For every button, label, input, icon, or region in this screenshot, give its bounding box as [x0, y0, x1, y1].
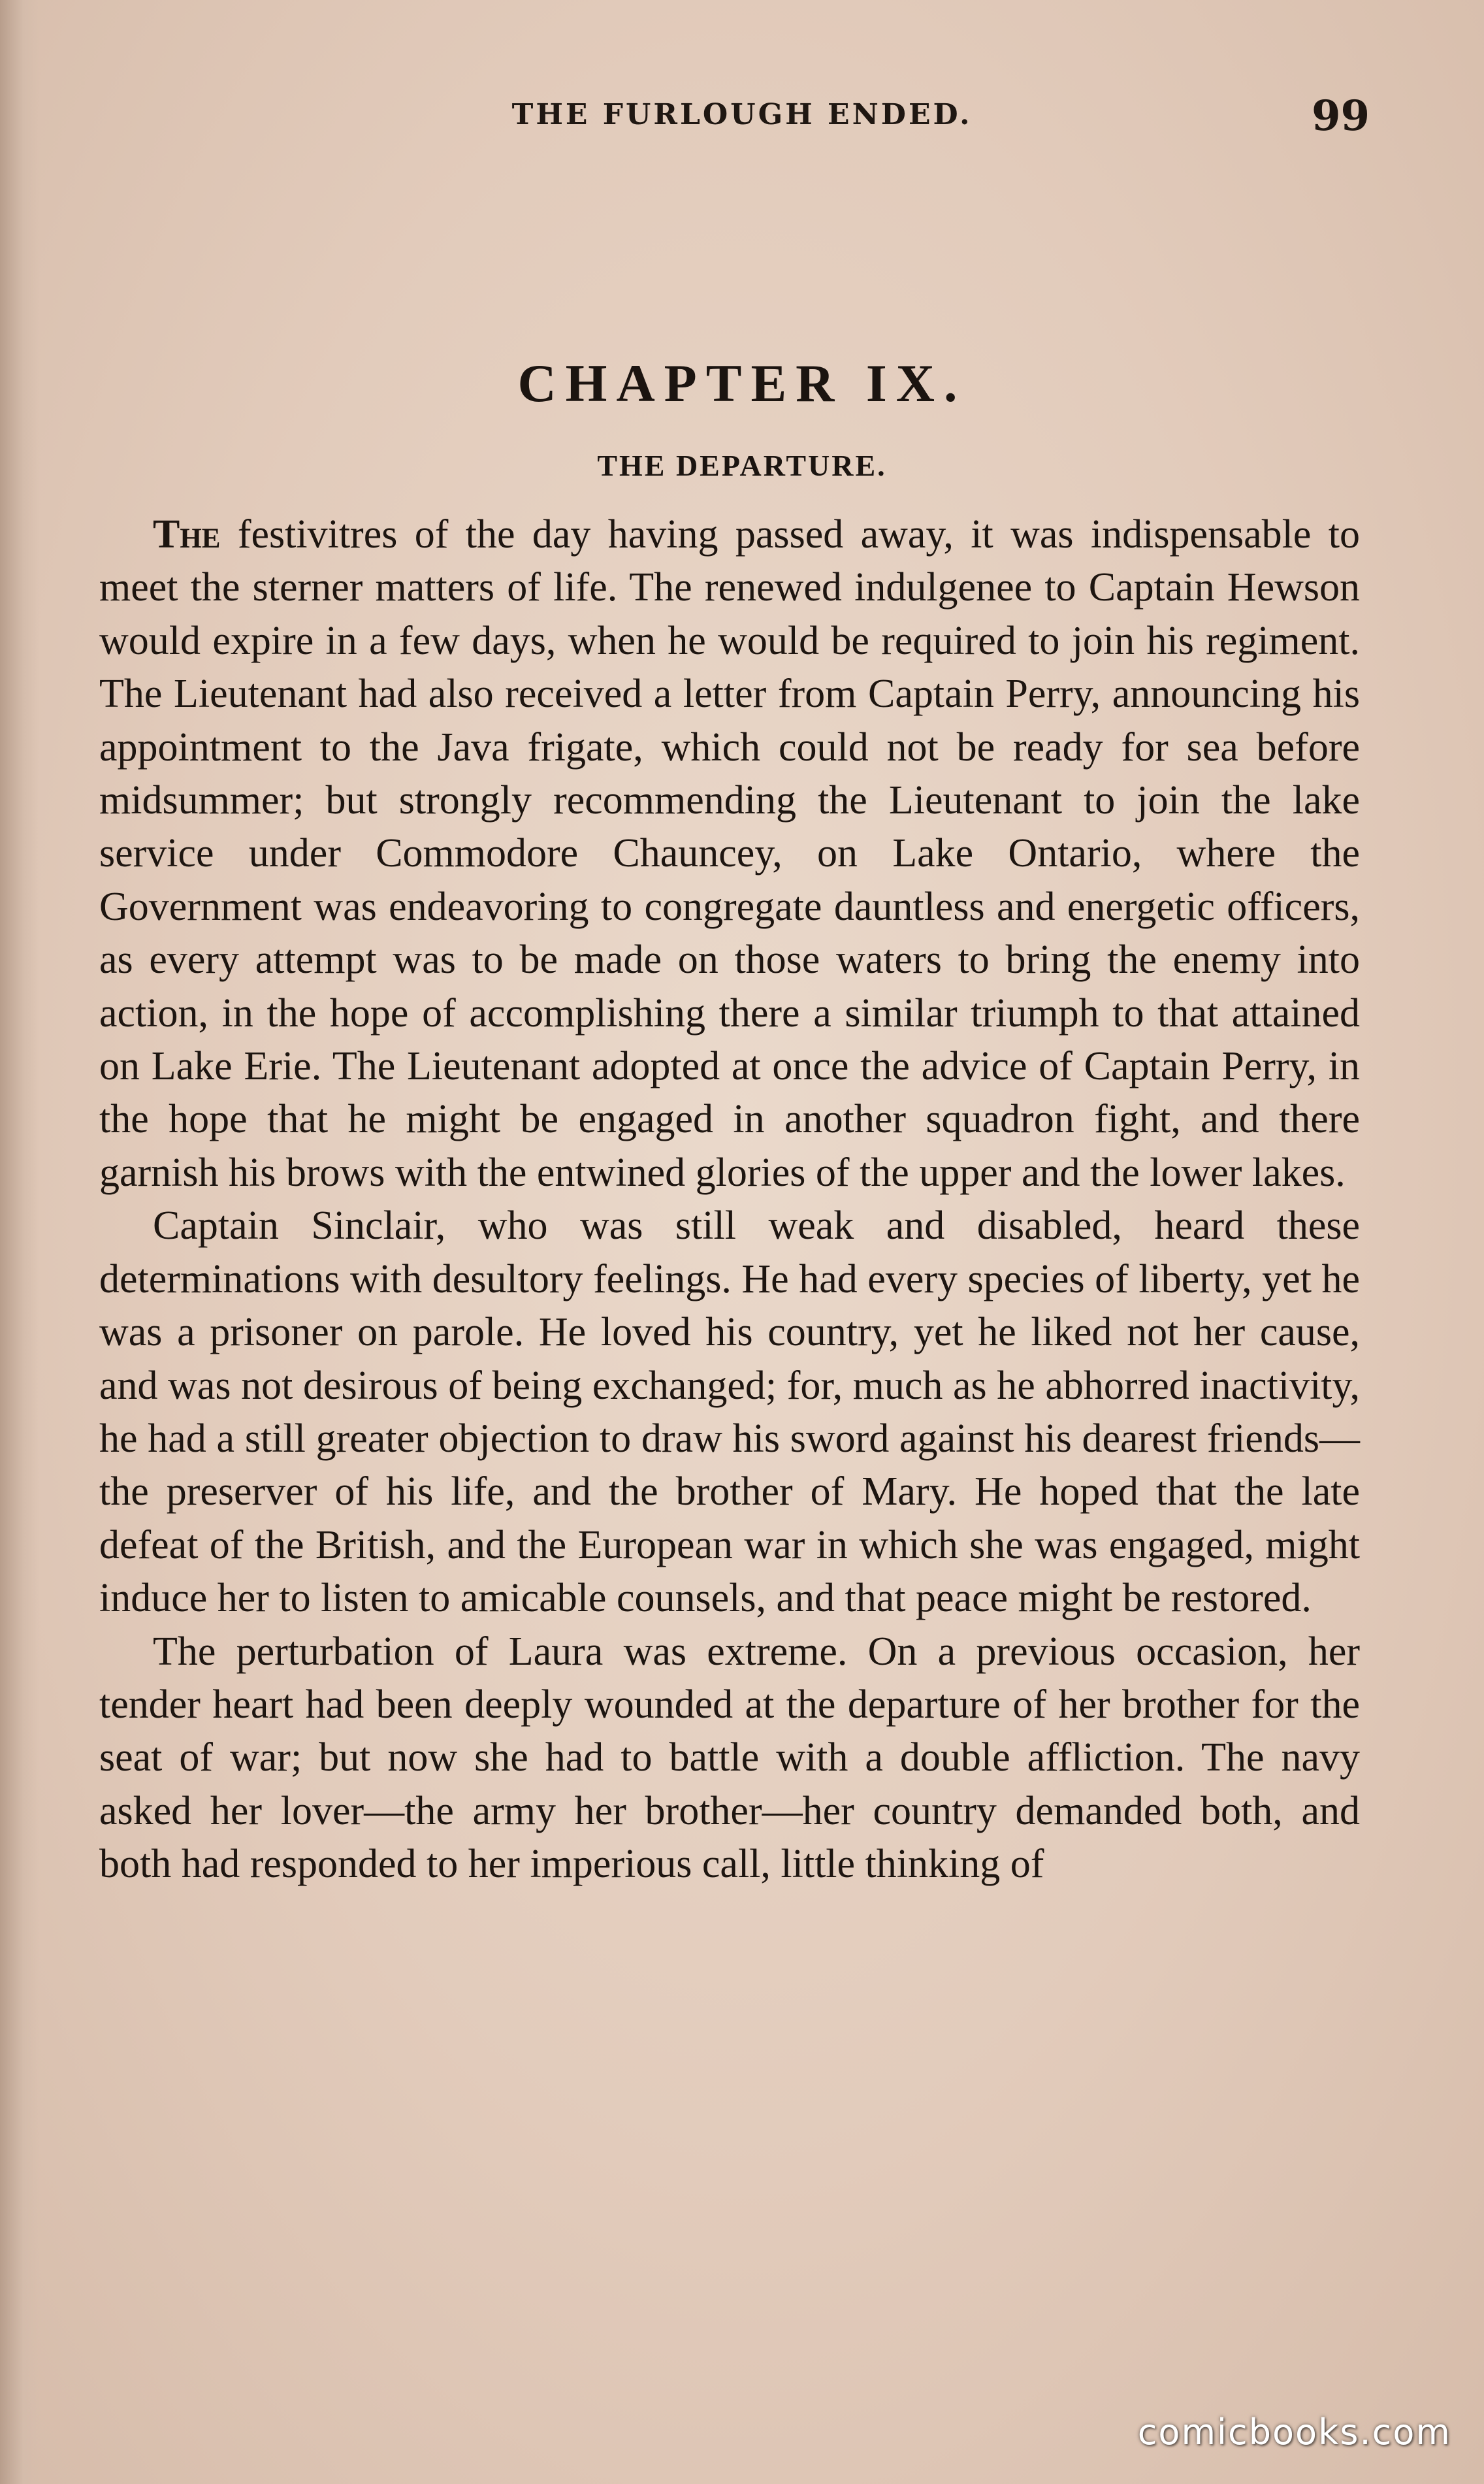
chapter-title: CHAPTER IX. [517, 353, 967, 413]
paragraph-text: Captain Sinclair, who was still weak and disabled, heard these determinations with desultory feelings. He had every species of liberty, yet he was a prisoner on parole. He loved his country, yet he liked not her cause, and was not desirous of being exchanged; for, much as he abhorred inactivity, he had a still greater objection to draw his sword against his dearest friends—the preserver of his life, and the brother of Mary. He hoped that the late defeat of the British, and the European war in which she was engaged, might induce her to listen to amicable counsels, and that peace might be restored. [99, 1203, 1360, 1621]
watermark: comicbooks.com [1137, 2411, 1451, 2453]
page-number: 99 [1311, 91, 1370, 140]
running-head: THE FURLOUGH ENDED. [511, 98, 973, 131]
paragraph-text: festivitres of the day having passed away, it was indispensable to meet the sterner matters of life. The renewed indulgenee to Captain Hewson would expire in a few days, when he would be required to join his regiment. The Lieutenant had also received a letter from Captain Perry, announcing his appointment to the Java frigate, which could not be ready for sea before midsummer; but strongly recommending the Lieutenant to join the lake service under Commodore Chauncey, on Lake Ontario, where the Government was endeavoring to congregate dauntless and energetic officers, as every attempt was to be made on those waters to bring the enemy into action, in the hope of accomplishing there a similar triumph to that attained on Lake Erie. The Lieutenant adopted at once the advice of Captain Perry, in the hope that he might be engaged in another squadron fight, and there garnish his brows with the entwined glories of the upper and the lower lakes. [99, 512, 1360, 1195]
paragraph-3 [99, 1626, 1360, 1891]
paragraph-lead-word: The [153, 512, 221, 557]
chapter-subtitle: THE DEPARTURE. [597, 449, 887, 482]
paragraph-2 [99, 1200, 1360, 1625]
paragraph-text: The perturbation of Laura was extreme. On a previous occasion, her tender heart had been deeply wounded at the departure of her brother for the seat of war; but now she had to battle with a double affliction. The navy asked her lover—the army her brother—her country demanded both, and both had responded to her imperious call, little thinking of [99, 1629, 1360, 1887]
chapter-body [99, 508, 1360, 1891]
paragraph-1 [99, 508, 1360, 1200]
